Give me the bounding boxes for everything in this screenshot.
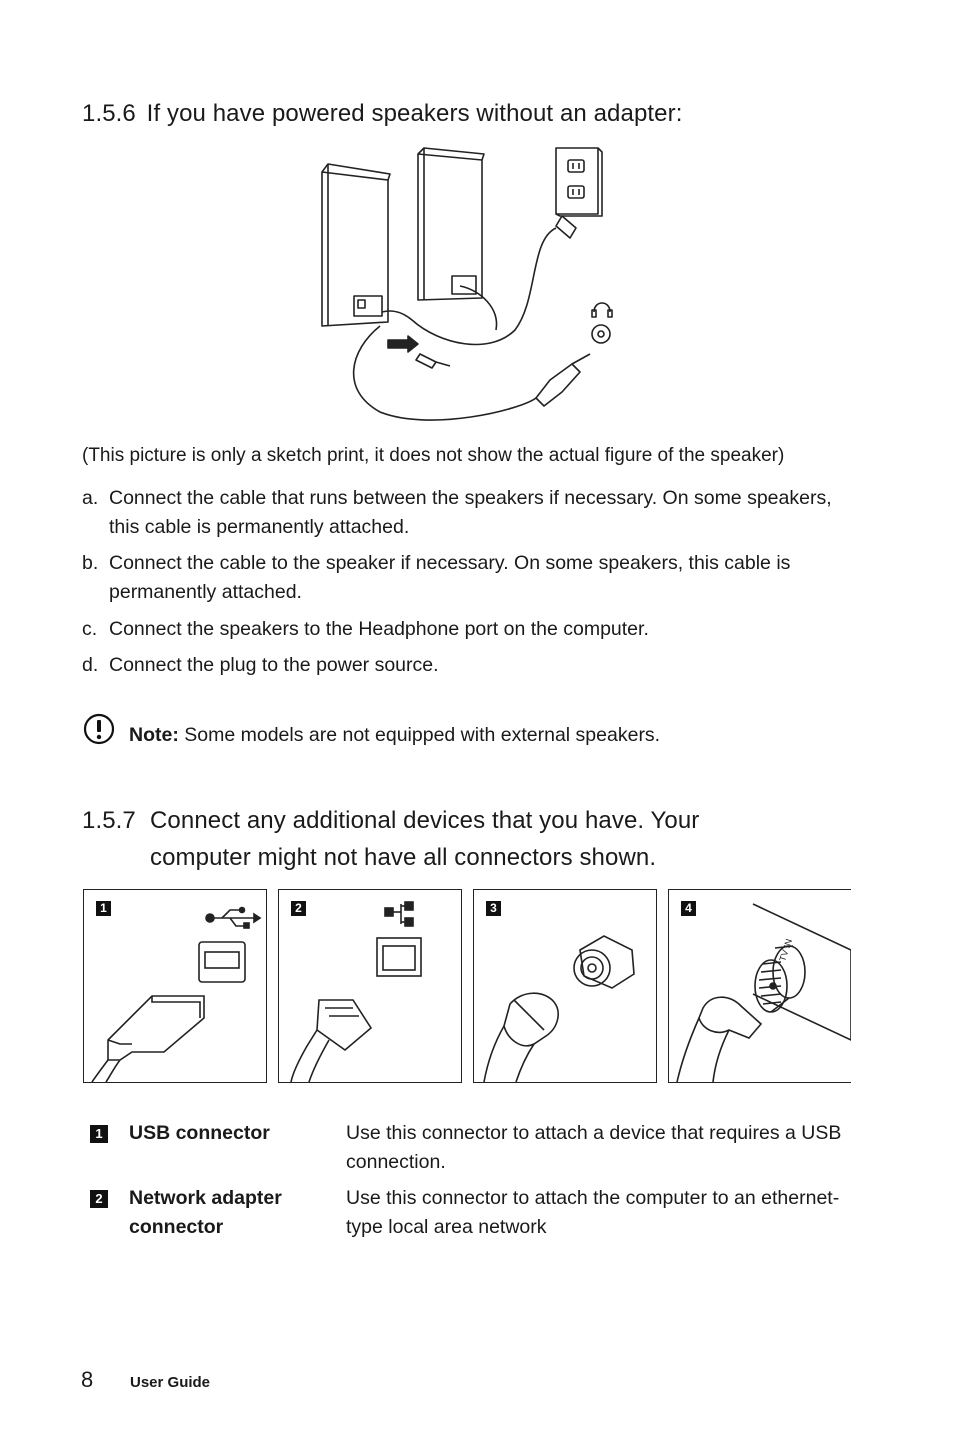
section-number: 1.5.7 [82,807,136,834]
note-body: Some models are not equipped with external speakers. [178,724,661,746]
list-item [82,549,862,607]
coax-connector-icon [474,890,656,1082]
wall-outlet [556,148,602,216]
connector-panel-coax [473,889,657,1083]
list-text: Connect the cable to the speaker if necessary. On some speakers, this cable is permanently attached. [109,552,791,603]
section-heading-1-5-7 [82,802,902,871]
note-icon [83,713,115,745]
right-speaker [418,154,482,300]
page-number: 8 [81,1367,94,1392]
list-marker: a. [82,487,99,509]
list-marker: c. [82,618,98,640]
network-icon [279,890,461,1082]
section-heading-1-5-6 [82,100,882,128]
note-text [129,721,889,750]
legend-description: Use this connector to attach the computer to an ethernet-type local area network [346,1187,840,1238]
connector-panel-network [278,889,462,1083]
legend-number-badge: 2 [90,1190,108,1208]
list-text: Connect the cable that runs between the speakers if necessary. On some speakers, this cable is permanently attached. [109,487,832,538]
panel-badge: 3 [486,901,501,916]
section-title-line-2: computer might not have all connectors shown. [150,844,657,871]
tv-in-label: TV IN [777,937,795,963]
usb-icon [84,890,266,1082]
panel-badge: 1 [96,901,111,916]
list-text: Connect the plug to the power source. [109,654,439,676]
connector-panel-tv-in [668,889,851,1083]
list-text: Connect the speakers to the Headphone port on the computer. [109,618,649,640]
figure-caption: (This picture is only a sketch print, it does not show the actual figure of the speaker) [82,445,785,466]
legend-name: Network adapter connector [129,1187,282,1238]
list-item [82,484,862,542]
legend-description: Use this connector to attach a device that requires a USB connection. [346,1122,842,1173]
tv-in-connector-icon [669,890,851,1082]
section-title: If you have powered speakers without an adapter: [146,100,683,127]
section-number: 1.5.6 [82,100,136,127]
panel-badge: 2 [291,901,306,916]
list-item [82,615,862,644]
left-speaker [322,172,388,326]
list-marker: b. [82,552,99,574]
footer-label: User Guide [130,1374,211,1391]
list-marker: d. [82,654,99,676]
connector-panel-usb [83,889,267,1083]
speaker-connection-illustration [300,140,630,425]
legend-name: USB connector [129,1122,270,1144]
legend-number-badge: 1 [90,1125,108,1143]
panel-badge: 4 [681,901,696,916]
section-title-line-1: Connect any additional devices that you have. Your [150,807,700,834]
list-item [82,651,862,680]
note-label: Note: [129,724,179,746]
